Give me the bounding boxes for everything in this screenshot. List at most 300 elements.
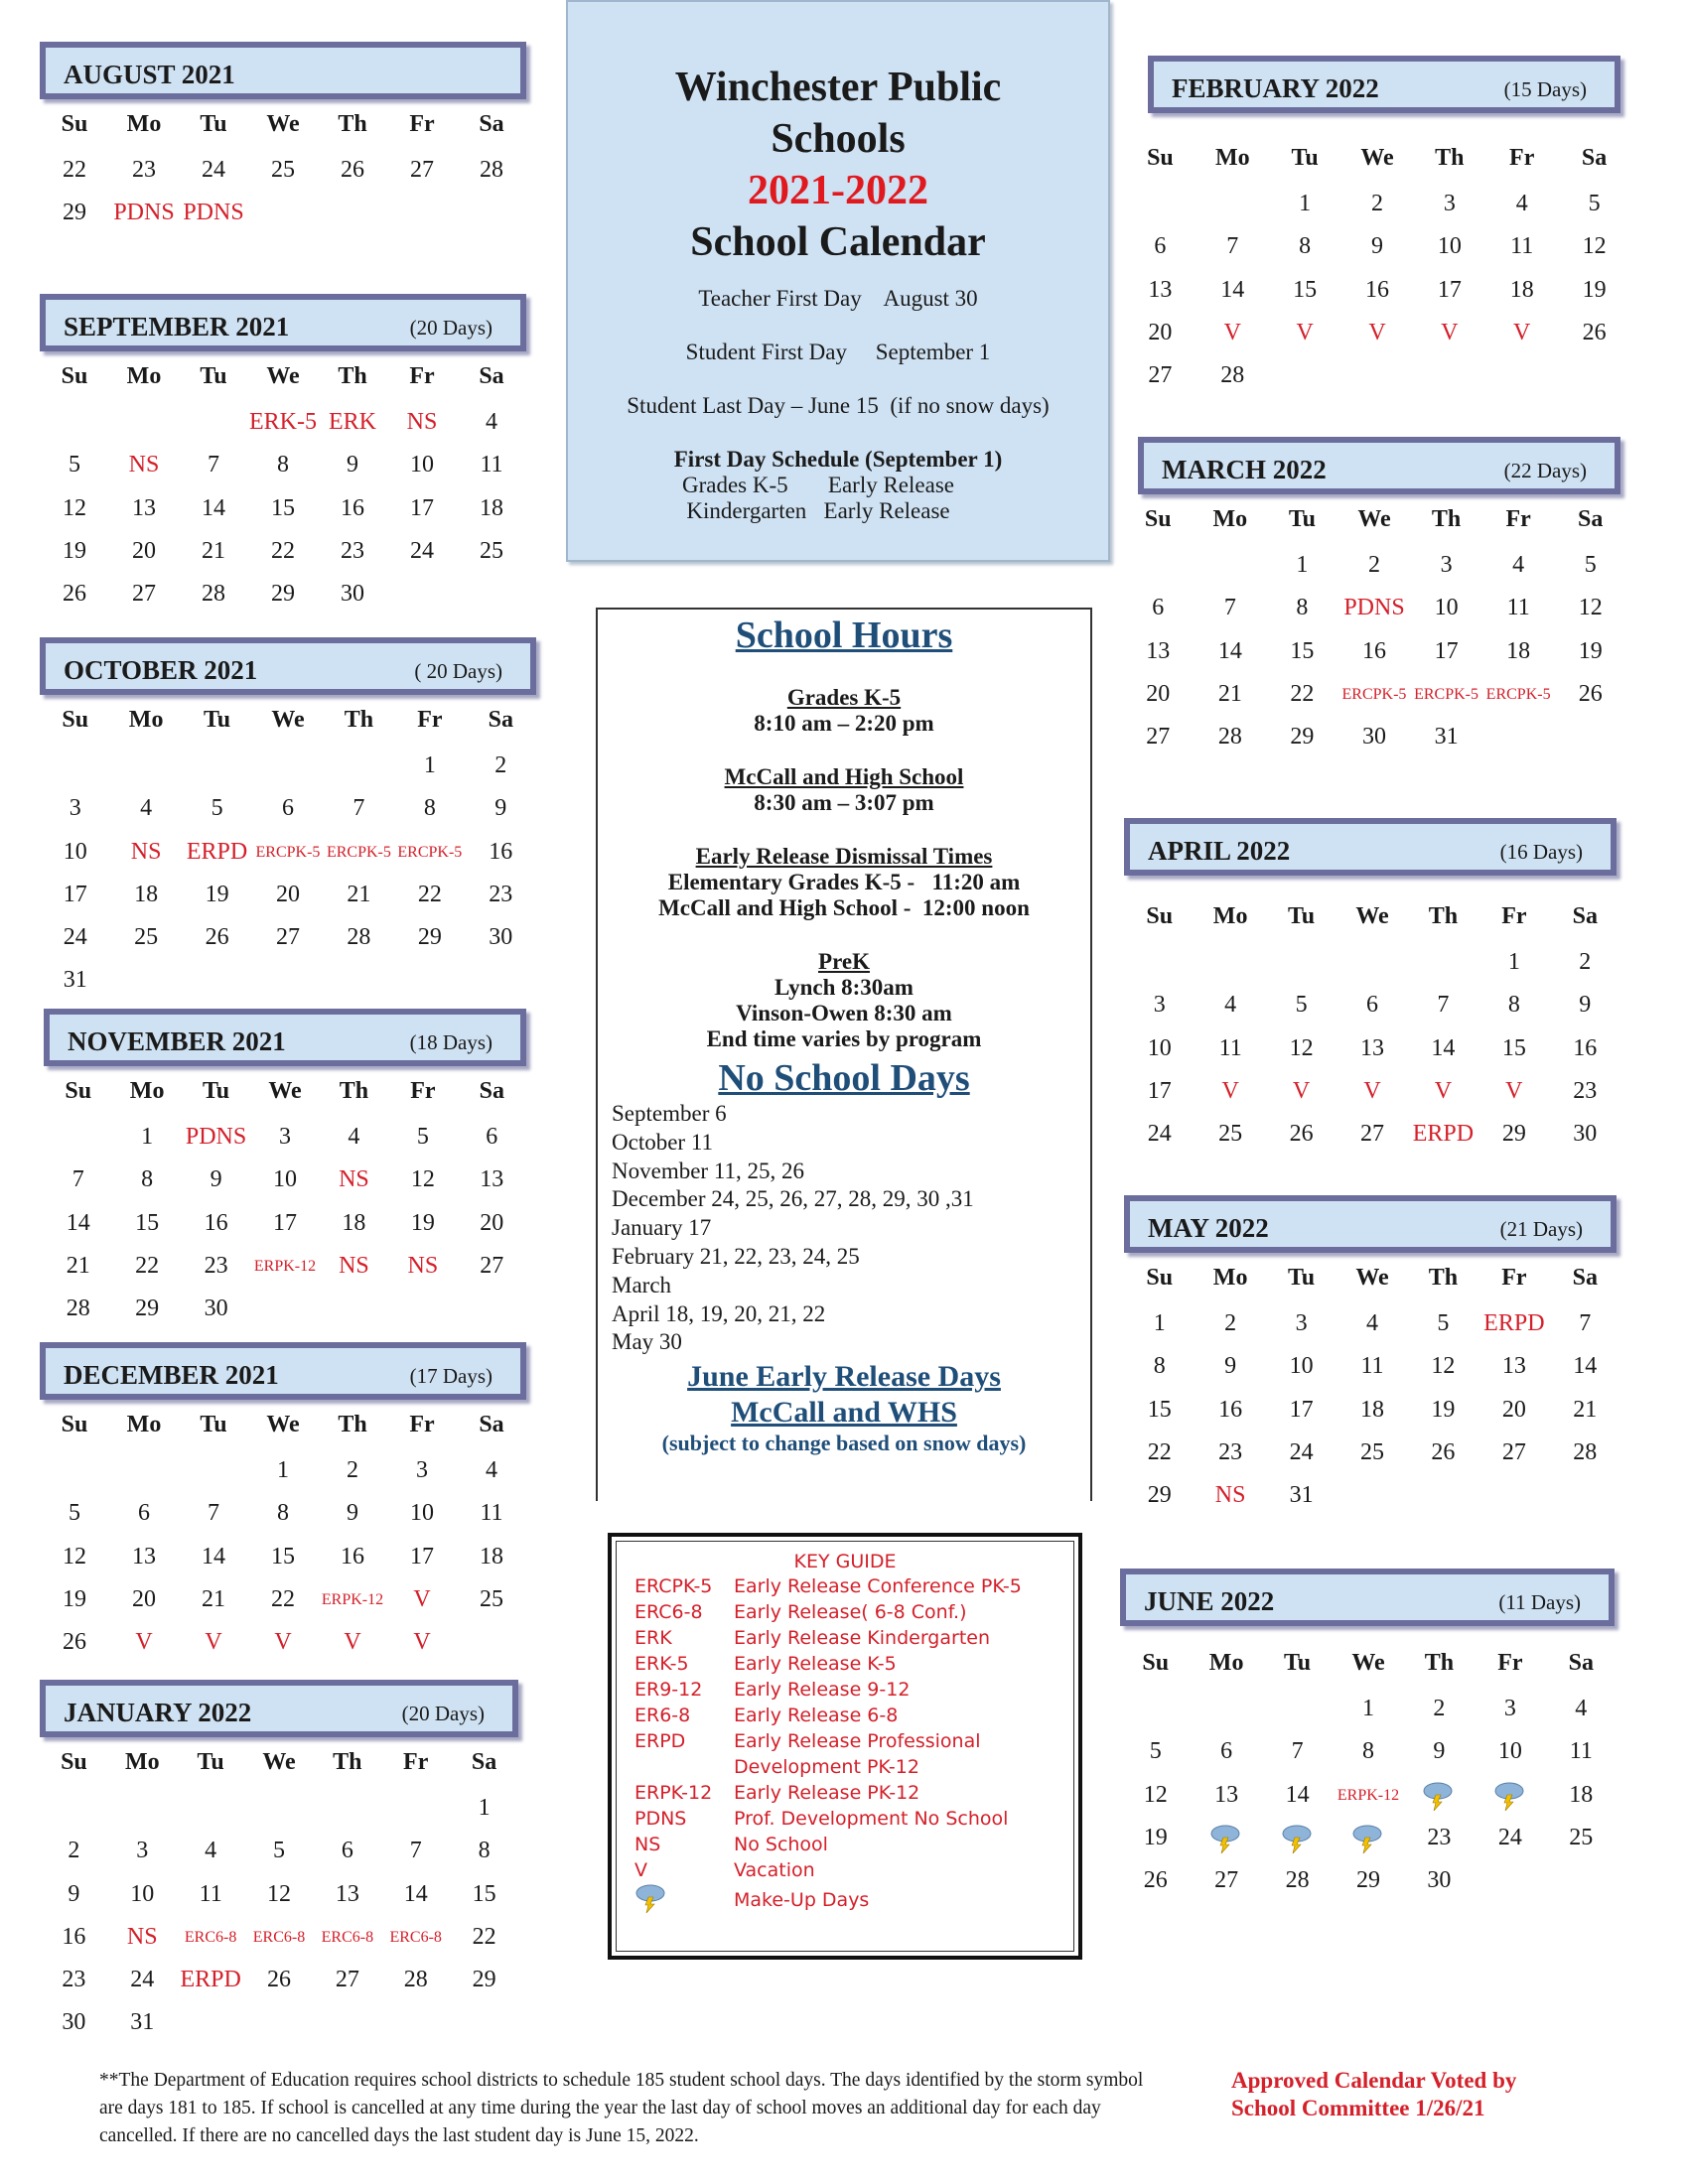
- day-cell: 25: [1359, 1438, 1384, 1465]
- weekday-header: Th: [1428, 1265, 1459, 1291]
- day-cell: 19: [1578, 637, 1603, 664]
- day-cell: 27: [132, 581, 156, 608]
- day-cell: 21: [66, 1252, 90, 1279]
- day-cell: V: [1296, 319, 1314, 345]
- day-cell: ERC6-8: [321, 1928, 374, 1946]
- month-title: FEBRUARY 2022: [1172, 73, 1379, 103]
- day-cell: V: [1505, 1077, 1523, 1104]
- day-cell: V: [135, 1629, 153, 1656]
- weekday-header: Mo: [1212, 506, 1248, 532]
- weekday-header: Su: [1146, 1265, 1174, 1291]
- weekday-header: Sa: [471, 1749, 497, 1775]
- weekday-header: Fr: [410, 1078, 436, 1104]
- day-cell: 21: [202, 1585, 225, 1612]
- day-cell: ERCPK-5: [1341, 685, 1407, 703]
- day-cell: 16: [62, 1923, 86, 1950]
- first-day-schedule-heading: First Day Schedule (September 1): [673, 447, 1003, 472]
- day-cell: [1266, 941, 1336, 984]
- school-day-count: ( 20 Days): [414, 659, 502, 683]
- day-cell: [40, 1787, 108, 1830]
- weekday-header: We: [1351, 1650, 1385, 1676]
- day-cell: 31: [1434, 724, 1459, 751]
- day-cell: 24: [1497, 1824, 1522, 1850]
- day-cell: 1: [1299, 191, 1312, 216]
- day-cell: 18: [480, 494, 503, 521]
- day-cell: [40, 1449, 109, 1492]
- month-title: MAY 2022: [1148, 1213, 1269, 1243]
- day-cell: [1124, 183, 1196, 225]
- weekday-header: We: [266, 1412, 300, 1437]
- month-february-2022: [1148, 56, 1620, 397]
- weekday-header: Tu: [1291, 145, 1319, 171]
- day-grid: [40, 1737, 518, 2045]
- day-cell: NS: [407, 1252, 439, 1279]
- day-cell: [1122, 544, 1195, 587]
- day-cell: 4: [1365, 1310, 1378, 1336]
- day-cell: 29: [63, 200, 86, 226]
- day-cell: 14: [202, 1543, 225, 1570]
- day-cell: PDNS: [1343, 595, 1405, 621]
- key-row: [634, 1832, 1073, 1857]
- key-row: [634, 1677, 1073, 1703]
- month-title: DECEMBER 2021: [64, 1360, 279, 1390]
- day-cell: 4: [486, 1457, 497, 1483]
- day-cell: 4: [1224, 992, 1237, 1019]
- day-cell: [182, 745, 252, 787]
- day-cell: 7: [71, 1166, 84, 1193]
- month-title: SEPTEMBER 2021: [64, 312, 290, 341]
- weekday-header: Fr: [1501, 1265, 1527, 1291]
- day-cell: 22: [417, 881, 442, 907]
- day-cell: ERPD: [1412, 1121, 1475, 1148]
- day-cell: 30: [489, 924, 513, 951]
- weekday-header: Fr: [409, 1412, 435, 1437]
- month-header: [40, 1680, 518, 1737]
- weekday-header: Th: [333, 1749, 362, 1775]
- day-cell: 10: [1434, 595, 1459, 621]
- month-october-2021: [40, 637, 536, 1003]
- month-title: JANUARY 2022: [64, 1698, 252, 1727]
- weekday-header: Su: [61, 111, 88, 137]
- day-cell: V: [1368, 319, 1386, 345]
- day-cell: 16: [1573, 1034, 1598, 1061]
- weekday-header: Tu: [200, 1412, 227, 1437]
- day-cell: ERPK-12: [1336, 1786, 1400, 1804]
- day-cell: 20: [480, 1209, 504, 1236]
- day-cell: ERC6-8: [184, 1928, 237, 1946]
- day-cell: 26: [1582, 319, 1607, 345]
- day-cell: 21: [202, 537, 225, 564]
- day-cell: V: [1513, 319, 1531, 345]
- day-cell: 27: [1146, 724, 1171, 751]
- day-cell: 10: [410, 452, 434, 478]
- weekday-header: Fr: [1501, 903, 1527, 929]
- weekday-header: Mo: [124, 1749, 160, 1775]
- day-cell: 24: [202, 157, 225, 183]
- key-row: [634, 1625, 1073, 1651]
- day-cell: ERPD: [180, 1967, 241, 1993]
- day-grid: [44, 1066, 526, 1330]
- day-cell: 7: [208, 1500, 219, 1527]
- key-code: ER9-12: [634, 1679, 703, 1701]
- storm-icon: [1475, 1774, 1545, 1817]
- weekday-header: Th: [1435, 145, 1465, 171]
- day-cell: 19: [63, 1585, 86, 1612]
- day-cell: V: [205, 1629, 222, 1656]
- month-title: APRIL 2022: [1148, 836, 1291, 866]
- calendar-subtitle: School Calendar: [690, 219, 986, 265]
- day-cell: [179, 401, 248, 444]
- month-august-2021: [40, 42, 526, 235]
- day-cell: 9: [1224, 1353, 1237, 1380]
- prek-lynch: Lynch 8:30am: [774, 975, 914, 1000]
- key-guide-rows: [634, 1573, 1073, 1883]
- day-cell: 9: [347, 1500, 358, 1527]
- key-desc: Early Release 9-12: [734, 1679, 911, 1701]
- day-cell: 22: [271, 537, 295, 564]
- key-desc: Prof. Development No School: [734, 1808, 1009, 1830]
- weekday-header: Mo: [128, 707, 164, 733]
- day-cell: 28: [1220, 362, 1245, 389]
- day-cell: 27: [335, 1967, 359, 1993]
- day-cell: 17: [1289, 1396, 1314, 1423]
- day-cell: 12: [1289, 1034, 1314, 1061]
- key-code: ERC6-8: [634, 1601, 703, 1623]
- day-cell: 7: [1579, 1310, 1592, 1336]
- weekday-header: Th: [1424, 1650, 1455, 1676]
- day-cell: 16: [489, 838, 513, 865]
- day-cell: 24: [410, 537, 434, 564]
- day-cell: 19: [1431, 1396, 1456, 1423]
- day-cell: 9: [210, 1166, 222, 1193]
- month-header: [40, 637, 536, 695]
- mccall-high-heading: McCall and High School: [724, 764, 964, 789]
- key-row: [634, 1599, 1073, 1625]
- day-cell: 28: [347, 924, 371, 951]
- day-cell: 5: [416, 1124, 429, 1150]
- day-cell: 17: [63, 881, 87, 907]
- day-cell: 28: [66, 1296, 90, 1322]
- no-school-item: January 17: [612, 1215, 712, 1241]
- day-grid: [1122, 494, 1626, 758]
- key-guide-title: KEY GUIDE: [793, 1551, 897, 1572]
- day-cell: [1262, 1688, 1333, 1730]
- key-guide: [608, 1533, 1082, 1960]
- month-header: [40, 294, 526, 351]
- day-cell: 6: [1365, 992, 1378, 1019]
- weekday-header: Fr: [1497, 1650, 1523, 1676]
- day-cell: 13: [480, 1166, 504, 1193]
- day-cell: 13: [1148, 276, 1173, 303]
- day-cell: [381, 1787, 450, 1830]
- day-cell: NS: [1214, 1482, 1246, 1509]
- day-cell: 7: [1437, 992, 1450, 1019]
- key-code: V: [634, 1859, 647, 1881]
- day-grid: [1124, 891, 1620, 1156]
- day-cell: 1: [478, 1795, 491, 1821]
- footer-note: **The Department of Education requires school districts to schedule 185 student school days. The days identified by the storm symbol are days 181 to 185. If school is cancelled at any time during the year the last day of school moves an additional day for each day cancelled. If there are no cancelled days the last student day is June 15, 2022.: [99, 2070, 1144, 2146]
- no-school-item: December 24, 25, 26, 27, 28, 29, 30 ,31: [612, 1186, 974, 1212]
- day-cell: 24: [1289, 1438, 1314, 1465]
- day-cell: 13: [1501, 1353, 1526, 1380]
- day-cell: 13: [1214, 1781, 1239, 1808]
- weekday-header: Mo: [1212, 1265, 1248, 1291]
- weekday-header: Su: [62, 707, 89, 733]
- day-cell: 11: [1506, 595, 1530, 621]
- day-cell: 16: [341, 1543, 364, 1570]
- day-cell: 30: [1361, 724, 1386, 751]
- day-cell: 1: [141, 1124, 154, 1150]
- day-cell: 2: [1433, 1696, 1446, 1721]
- day-cell: 13: [1359, 1034, 1384, 1061]
- weekday-header: Tu: [1287, 903, 1316, 929]
- day-cell: 2: [1367, 552, 1380, 578]
- day-cell: [1195, 544, 1267, 587]
- day-cell: 1: [1296, 552, 1309, 578]
- day-cell: 19: [63, 537, 86, 564]
- storm-icon: [1191, 1817, 1261, 1859]
- day-cell: 7: [409, 1838, 422, 1864]
- day-cell: 12: [266, 1880, 291, 1907]
- day-cell: 10: [1147, 1034, 1172, 1061]
- approval-note: [1231, 2067, 1609, 2122]
- no-school-item: April 18, 19, 20, 21, 22: [612, 1300, 826, 1326]
- key-code: ERK-5: [634, 1653, 689, 1675]
- day-cell: [1408, 941, 1478, 984]
- day-cell: PDNS: [113, 200, 175, 226]
- day-cell: 17: [1434, 637, 1459, 664]
- month-title: JUNE 2022: [1144, 1586, 1275, 1616]
- day-cell: 25: [271, 157, 295, 183]
- day-cell: 21: [1217, 680, 1242, 707]
- day-cell: V: [1441, 319, 1459, 345]
- month-march-2022: [1138, 437, 1620, 758]
- day-cell: 11: [480, 1500, 503, 1527]
- day-cell: 27: [1359, 1121, 1384, 1148]
- day-cell: 29: [1355, 1867, 1380, 1894]
- day-cell: 3: [278, 1124, 291, 1150]
- day-cell: 10: [130, 1880, 155, 1907]
- day-cell: 18: [1359, 1396, 1384, 1423]
- day-cell: 30: [1427, 1867, 1452, 1894]
- storm-icon: [634, 1883, 734, 1924]
- key-desc: Early Release K-5: [734, 1653, 897, 1675]
- early-release-mccall-high: McCall and High School - 12:00 noon: [658, 895, 1030, 920]
- weekday-header: We: [1357, 506, 1391, 532]
- school-hours-panel: [596, 608, 1092, 1501]
- day-cell: 28: [1573, 1438, 1598, 1465]
- weekday-header: Th: [344, 707, 374, 733]
- weekday-header: Tu: [1283, 1650, 1312, 1676]
- day-cell: 2: [1224, 1310, 1237, 1336]
- day-cell: 18: [134, 881, 159, 907]
- day-cell: 26: [266, 1967, 291, 1993]
- weekday-header: We: [266, 111, 300, 137]
- school-day-count: (20 Days): [409, 316, 492, 340]
- day-cell: 7: [1226, 233, 1239, 260]
- day-cell: [110, 745, 181, 787]
- day-cell: 23: [1573, 1077, 1598, 1104]
- title-panel: [566, 0, 1110, 562]
- no-school-item: September 6: [612, 1101, 727, 1126]
- weekday-header: Mo: [129, 1078, 165, 1104]
- day-cell: 27: [1148, 362, 1173, 389]
- weekday-header: Sa: [479, 1078, 504, 1104]
- day-cell: PDNS: [185, 1124, 247, 1150]
- key-desc: Vacation: [734, 1859, 815, 1881]
- day-cell: 12: [1578, 595, 1603, 621]
- weekday-header: We: [1355, 903, 1389, 929]
- day-cell: [109, 401, 179, 444]
- key-row: [634, 1651, 1073, 1677]
- key-guide-inner: [616, 1541, 1074, 1952]
- june-early-release-title: June Early Release Days: [687, 1360, 1001, 1394]
- school-day-count: (22 Days): [1503, 459, 1587, 482]
- day-cell: 28: [202, 581, 225, 608]
- day-cell: 16: [341, 494, 364, 521]
- day-cell: 15: [1290, 637, 1315, 664]
- no-school-item: March: [612, 1272, 672, 1297]
- key-code: NS: [634, 1834, 661, 1855]
- weekday-header: We: [1360, 145, 1394, 171]
- district-name-line1: Winchester Public: [674, 65, 1002, 110]
- school-day-count: (16 Days): [1499, 840, 1583, 864]
- day-cell: 14: [1220, 276, 1245, 303]
- key-desc: No School: [734, 1834, 828, 1855]
- day-cell: 4: [348, 1124, 360, 1150]
- weekday-header: Mo: [126, 111, 162, 137]
- weekday-header: Sa: [1572, 1265, 1598, 1291]
- day-cell: 17: [410, 1543, 434, 1570]
- day-cell: 13: [132, 1543, 156, 1570]
- weekday-header: Tu: [1288, 506, 1316, 532]
- day-cell: 26: [205, 924, 229, 951]
- day-cell: 14: [202, 494, 225, 521]
- prek-vinson-owen: Vinson-Owen 8:30 am: [736, 1001, 952, 1025]
- weekday-header: Th: [1431, 506, 1462, 532]
- day-cell: 3: [1295, 1310, 1308, 1336]
- day-cell: 7: [1291, 1738, 1304, 1765]
- day-cell: 22: [63, 157, 86, 183]
- day-cell: 5: [211, 795, 223, 822]
- grades-k5-time: 8:10 am – 2:20 pm: [754, 711, 934, 736]
- day-cell: V: [1221, 1077, 1239, 1104]
- day-cell: 9: [494, 795, 507, 822]
- weekday-header: Th: [1428, 903, 1459, 929]
- day-cell: [177, 1787, 245, 1830]
- day-cell: 10: [63, 838, 87, 865]
- day-cell: 18: [1506, 637, 1531, 664]
- key-desc: Early Release( 6-8 Conf.): [734, 1601, 967, 1623]
- month-september-2021: [40, 294, 526, 615]
- day-grid: [40, 1400, 526, 1664]
- day-cell: 12: [1582, 233, 1607, 260]
- day-cell: 6: [1154, 233, 1167, 260]
- day-cell: ERPK-12: [321, 1590, 384, 1608]
- month-title: OCTOBER 2021: [64, 655, 258, 685]
- day-cell: 6: [1220, 1738, 1233, 1765]
- day-cell: [40, 745, 110, 787]
- day-cell: 4: [140, 795, 153, 822]
- day-cell: 29: [1501, 1121, 1526, 1148]
- day-cell: ERCPK-5: [1485, 685, 1551, 703]
- day-cell: 4: [1512, 552, 1525, 578]
- day-grid: [1124, 1253, 1620, 1517]
- day-cell: 12: [63, 494, 86, 521]
- day-cell: ERCPK-5: [255, 843, 321, 861]
- day-cell: ERCPK-5: [326, 843, 391, 861]
- day-cell: 23: [132, 157, 156, 183]
- day-cell: ERC6-8: [389, 1928, 442, 1946]
- day-cell: 11: [1510, 233, 1534, 260]
- day-cell: 12: [63, 1543, 86, 1570]
- day-cell: 28: [403, 1967, 428, 1993]
- day-cell: 12: [410, 1166, 435, 1193]
- day-cell: [44, 1116, 112, 1159]
- day-cell: 5: [69, 452, 80, 478]
- day-cell: 18: [480, 1543, 503, 1570]
- day-cell: 8: [277, 452, 289, 478]
- day-cell: 6: [281, 795, 294, 822]
- day-cell: 10: [272, 1166, 297, 1193]
- weekday-header: Su: [65, 1078, 92, 1104]
- day-cell: 22: [135, 1252, 160, 1279]
- day-cell: 4: [486, 409, 497, 435]
- day-cell: 30: [1573, 1121, 1598, 1148]
- weekday-header: Sa: [479, 111, 504, 137]
- teacher-first-day: Teacher First Day August 30: [698, 286, 978, 311]
- key-desc: Early Release PK-12: [734, 1782, 920, 1804]
- school-day-count: (17 Days): [409, 1364, 492, 1388]
- day-cell: 22: [472, 1923, 496, 1950]
- key-row-makeup: [634, 1883, 1073, 1924]
- day-cell: ERK: [329, 409, 376, 435]
- day-cell: 4: [1515, 191, 1528, 216]
- day-cell: NS: [339, 1252, 369, 1279]
- prek-heading: PreK: [818, 949, 870, 974]
- day-cell: 19: [1143, 1824, 1168, 1850]
- june-early-release-schools: McCall and WHS: [731, 1396, 957, 1430]
- day-cell: 23: [489, 881, 513, 907]
- weekday-header: We: [262, 1749, 296, 1775]
- day-cell: 29: [1290, 724, 1315, 751]
- weekday-header: Tu: [203, 707, 231, 733]
- schedule-row-kindergarten: Kindergarten Early Release: [686, 498, 950, 523]
- day-cell: 25: [480, 537, 503, 564]
- day-cell: ERC6-8: [252, 1928, 306, 1946]
- day-cell: [1196, 183, 1269, 225]
- day-cell: 14: [1431, 1034, 1456, 1061]
- day-cell: 25: [1569, 1824, 1594, 1850]
- day-cell: 1: [1153, 1310, 1166, 1336]
- weekday-header: Sa: [479, 1412, 504, 1437]
- day-cell: 28: [1285, 1867, 1310, 1894]
- day-cell: [1336, 941, 1407, 984]
- day-cell: 19: [205, 881, 229, 907]
- weekday-header: Th: [338, 111, 367, 137]
- weekday-header: Fr: [417, 707, 443, 733]
- day-cell: 5: [1588, 191, 1601, 216]
- day-cell: 9: [347, 452, 358, 478]
- day-cell: ERPD: [186, 838, 248, 865]
- day-cell: 13: [132, 494, 156, 521]
- weekday-header: Mo: [126, 1412, 162, 1437]
- day-cell: 26: [1578, 680, 1603, 707]
- weekday-header: Th: [338, 1412, 367, 1437]
- day-cell: 16: [1364, 276, 1389, 303]
- day-cell: 19: [410, 1209, 435, 1236]
- day-cell: 7: [208, 452, 219, 478]
